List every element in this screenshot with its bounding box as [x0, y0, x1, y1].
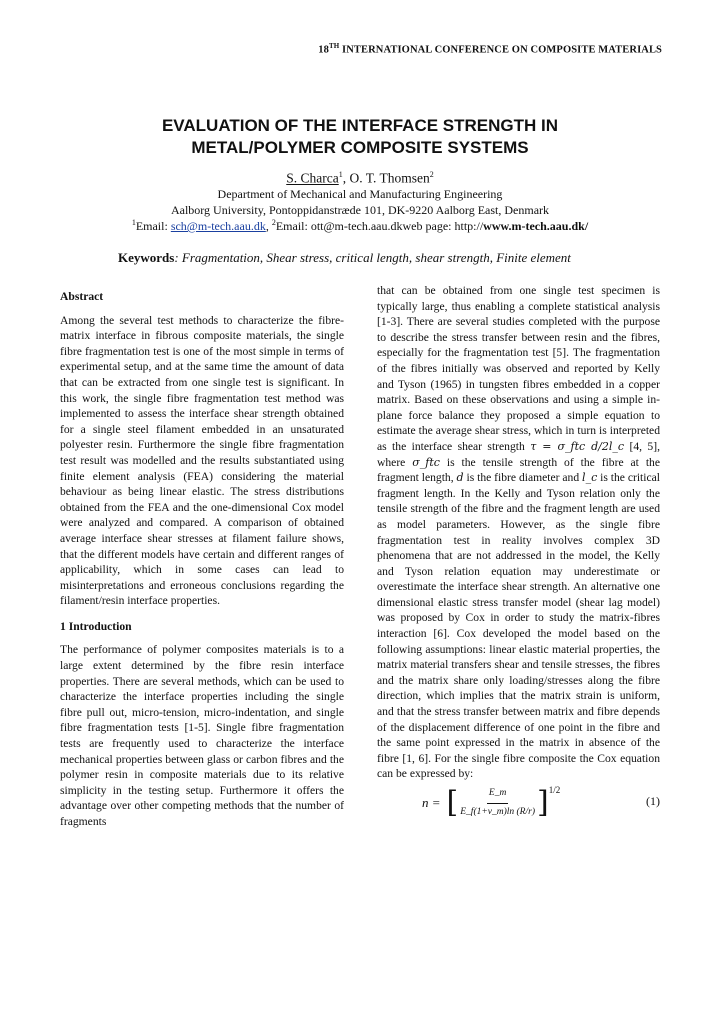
email-separator: , [265, 219, 272, 233]
email-2-text: Email: ott@m-tech.aau.dkweb page: http:// [275, 219, 484, 233]
keywords-label: Keywords [118, 250, 175, 265]
header-number: 18 [318, 44, 329, 56]
web-link[interactable]: www.m-tech.aau.dk/ [483, 219, 589, 233]
email-1-link[interactable]: sch@m-tech.aau.dk [170, 219, 266, 233]
text-segment: that can be obtained from one single test specimen is typically large, thus enabling a complete statistical analysis [1-3]. There are several studies completed with the purpose to describe the stress transfer between resin and the fibres, especially for the fragmentation test [5]. The fragmentation of the fibres initially was observed and reported by Kelly and Tyson (1965) in tungsten fibres embedded in a copper matrix. Based on these observations and using a simple in-plane force balance they proposed a simple equation to estimate the average shear stress, which in turn is interpreted as the interface shear strength [377, 284, 660, 453]
kelly-tyson-formula: τ = σ_ftc d/2l_c [530, 439, 625, 453]
email-2-sup: 2 [271, 218, 276, 227]
introduction-text: The performance of polymer composites materials is to a large extent determined by the fibre resin interface properties. There are several methods, which can be used to characterize the interface properties including the single fibre pull out, micro-tension, micro-indentation, and single fibre fragmentation tests [1-5]. Single fibre fragmentation tests are frequently used to characterize the interface mechanical properties between glass or carbon fibres and the polymer resin in composite materials due to its relative simplicity in the testing setup. Furthermore it offers the advantage over other competing methods that the number of fragments [60, 643, 344, 828]
text-segment: is the tensile strength of the fibre at the fragment length, [377, 455, 660, 485]
math-sigma-ftc: σ_ftc [412, 455, 440, 469]
keywords-line [118, 250, 660, 266]
text-segment: is the fibre diameter and [463, 471, 583, 485]
keywords-text: : Fragmentation, Shear stress, critical length, shear strength, Finite element [174, 250, 571, 265]
author-1-affil: 1 [338, 170, 343, 179]
introduction-heading: 1 Introduction [60, 619, 132, 633]
equation-numerator: E_m [487, 786, 508, 804]
author-1: S. Charca [286, 170, 339, 186]
equation-denominator: E_f(1+ν_m)ln (R/r) [460, 806, 535, 817]
title-line-2: METAL/POLYMER COMPOSITE SYSTEMS [191, 138, 529, 157]
abstract-heading: Abstract [60, 290, 104, 303]
abstract-text: Among the several test methods to characterize the fibre-matrix interface in fibrous composite materials, the single fibre fragmentation test is one of the most simple in terms of experimental setup, and at the same time the amount of data that can be extracted from one single test is significant. In this work, the single fibre fragmentation test method was implemented to assess the interface shear strength obtained for a single steel filament embedded in an unsaturated polyester resin. Furthermore the single fibre fragmentation test result was modelled and the results substantiated using finite element analysis (FEA) considering the material behaviour as being linear elastic. The stress distributions obtained from the FEA and the one-dimensional Cox model were analyzed and compared. A comparison of obtained average interface shear stresses at filament failure shows, that the different models have certain and different ranges of applicability, which in some cases can lead to misinterpretations and erroneous conclusions regarding the filament/resin interface properties. [60, 313, 344, 608]
right-column [377, 283, 660, 828]
header-superscript: TH [329, 42, 340, 50]
math-lc: l_c [582, 471, 598, 485]
title-line-1: EVALUATION OF THE INTERFACE STRENGTH IN [161, 116, 559, 135]
equation-lhs: n = [422, 795, 441, 811]
equation-exponent: 1/2 [548, 785, 561, 796]
equation-number: (1) [646, 794, 660, 808]
left-column [60, 289, 344, 830]
header-text: INTERNATIONAL CONFERENCE ON COMPOSITE MATERIALS [339, 44, 662, 56]
math-d: d [456, 471, 464, 485]
author-separator: , [342, 170, 350, 186]
author-2-affil: 2 [429, 170, 434, 179]
text-segment: is the critical fragment length. In the Kelly and Tyson relation only the tensile strength of the fibre and the fragment length are used as model parameters. However, as the single fibre fragmentation test in reality involves complex 3D phenomena that are not addressed in the model, the Kelly and Tyson relation equation may underestimate or overestimate the interface shear strength. An alternative one dimensional elastic stress transfer model (shear lag model) was proposed by Cox in order to study the matrix-fibres interaction [6]. Cox developed the model based on the following assumptions: linear elastic material properties, the matrix material transfers shear and tensile stresses, the fibres and the matrix share only loading/stresses along the fibre direction, which implies that the matrix strain is uniform, and that the stress transfer between matrix and fibre depends of the displacement difference of one point in the fibre and the same point expressed in the matrix in absence of the fibre [1, 6]. For the single fibre composite the Cox equation can be expressed by: [377, 471, 661, 781]
author-list [60, 170, 660, 187]
affiliation-department: Department of Mechanical and Manufacturing Engineering [217, 187, 503, 201]
text-segment: [4, 5], where [377, 439, 660, 469]
affiliation-address: Aalborg University, Pontoppidanstræde 101, DK-9220 Aalborg East, Denmark [170, 203, 550, 217]
right-bracket: ] [537, 785, 549, 821]
left-bracket: [ [446, 785, 459, 821]
email-1-label: Email: [135, 219, 171, 233]
equation-1 [377, 784, 660, 828]
contact-line [40, 218, 680, 234]
conference-header [0, 42, 720, 56]
equation-fraction [460, 786, 535, 820]
author-2: O. T. Thomsen [349, 170, 430, 186]
paper-title [60, 115, 660, 159]
email-1-sup: 1 [131, 218, 136, 227]
right-column-text [377, 283, 660, 782]
